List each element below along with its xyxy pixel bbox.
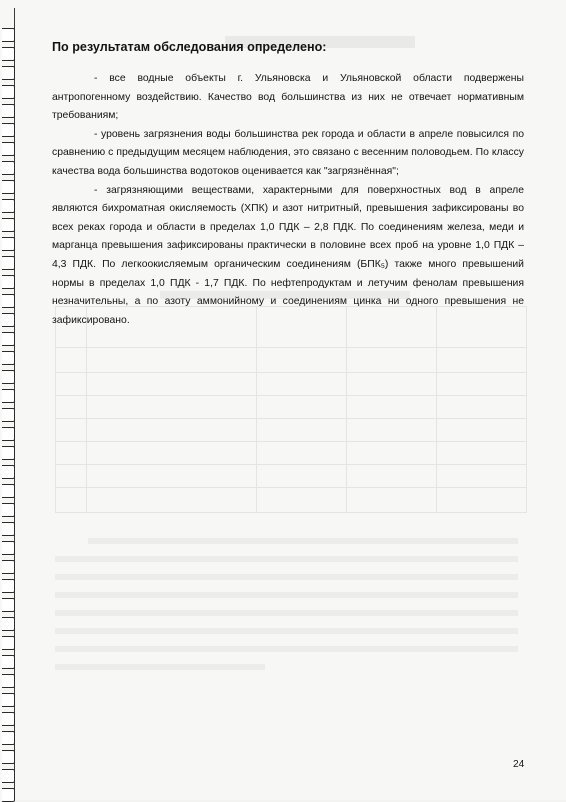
finding-paragraph-1: - все водные объекты г. Ульяновска и Ульяновской области подвержены антропогенному воздействию. Качество вод большинства из них не отвечает нормативным требованиям; [52,73,524,122]
binding-hole [2,655,15,669]
binding-hole [2,85,15,99]
binding-hole [2,370,15,384]
binding-hole [2,541,15,555]
binding-hole [2,674,15,688]
binding-hole [2,275,15,289]
binding-hole [2,142,15,156]
finding-paragraph-2: - уровень загрязнения воды большинства рек города и области в апреле повысился по сравнению с предыдущим месяцем наблюдения, это связано с весенним половодьем. По классу качества вода большинства водотоков оценивается как "загрязнённая"; [52,128,524,177]
binding-hole [2,351,15,365]
binding-hole [2,389,15,403]
binding-hole [2,769,15,783]
binding-hole [2,427,15,441]
binding-hole [2,503,15,517]
binding-hole [2,598,15,612]
page-number: 24 [513,759,525,770]
binding-hole [2,731,15,745]
binding-hole [2,408,15,422]
binding-hole [2,522,15,536]
binding-hole [2,313,15,327]
binding-hole [2,465,15,479]
finding-paragraph-3: - загрязняющими веществами, характерными для поверхностных вод в апреле являются бихроматная окисляемость (ХПК) и азот нитритный, превышения зафиксированы во всех реках города и области в пределах 1,0 ПДК – 2,8 ПДК. По соединениям железа, меди и марганца превышения зафиксированы практически в половине всех проб на уровне 1,0 ПДК – 4,3 ПДК. По легкоокисляемым органическим соединениям (БПК₅) также много превышений нормы в пределах 1,0 ПДК - 1,7 ПДК. По нефтепродуктам и летучим фенолам превышения незначительны, а по азоту аммонийному и соединениям цинка ни одного превышения не зафиксировано. [52,184,524,326]
binding-hole [2,218,15,232]
binding-hole [2,28,15,42]
binding-hole [2,256,15,270]
binding-hole [2,66,15,80]
binding-hole [2,332,15,346]
binding-hole [2,237,15,251]
binding-hole [2,446,15,460]
binding-holes [0,0,22,800]
binding-hole [2,750,15,764]
binding-hole [2,161,15,175]
binding-hole [2,180,15,194]
binding-hole [2,617,15,631]
binding-hole [2,104,15,118]
binding-hole [2,484,15,498]
binding-hole [2,123,15,137]
binding-hole [2,47,15,61]
binding-hole [2,560,15,574]
section-heading: По результатам обследования определено: [52,40,327,54]
binding-hole [2,579,15,593]
document-content [52,30,524,330]
binding-hole [2,712,15,726]
binding-hole [2,294,15,308]
binding-hole [2,693,15,707]
show-through-table [55,306,527,513]
binding-hole [2,636,15,650]
binding-hole [2,199,15,213]
